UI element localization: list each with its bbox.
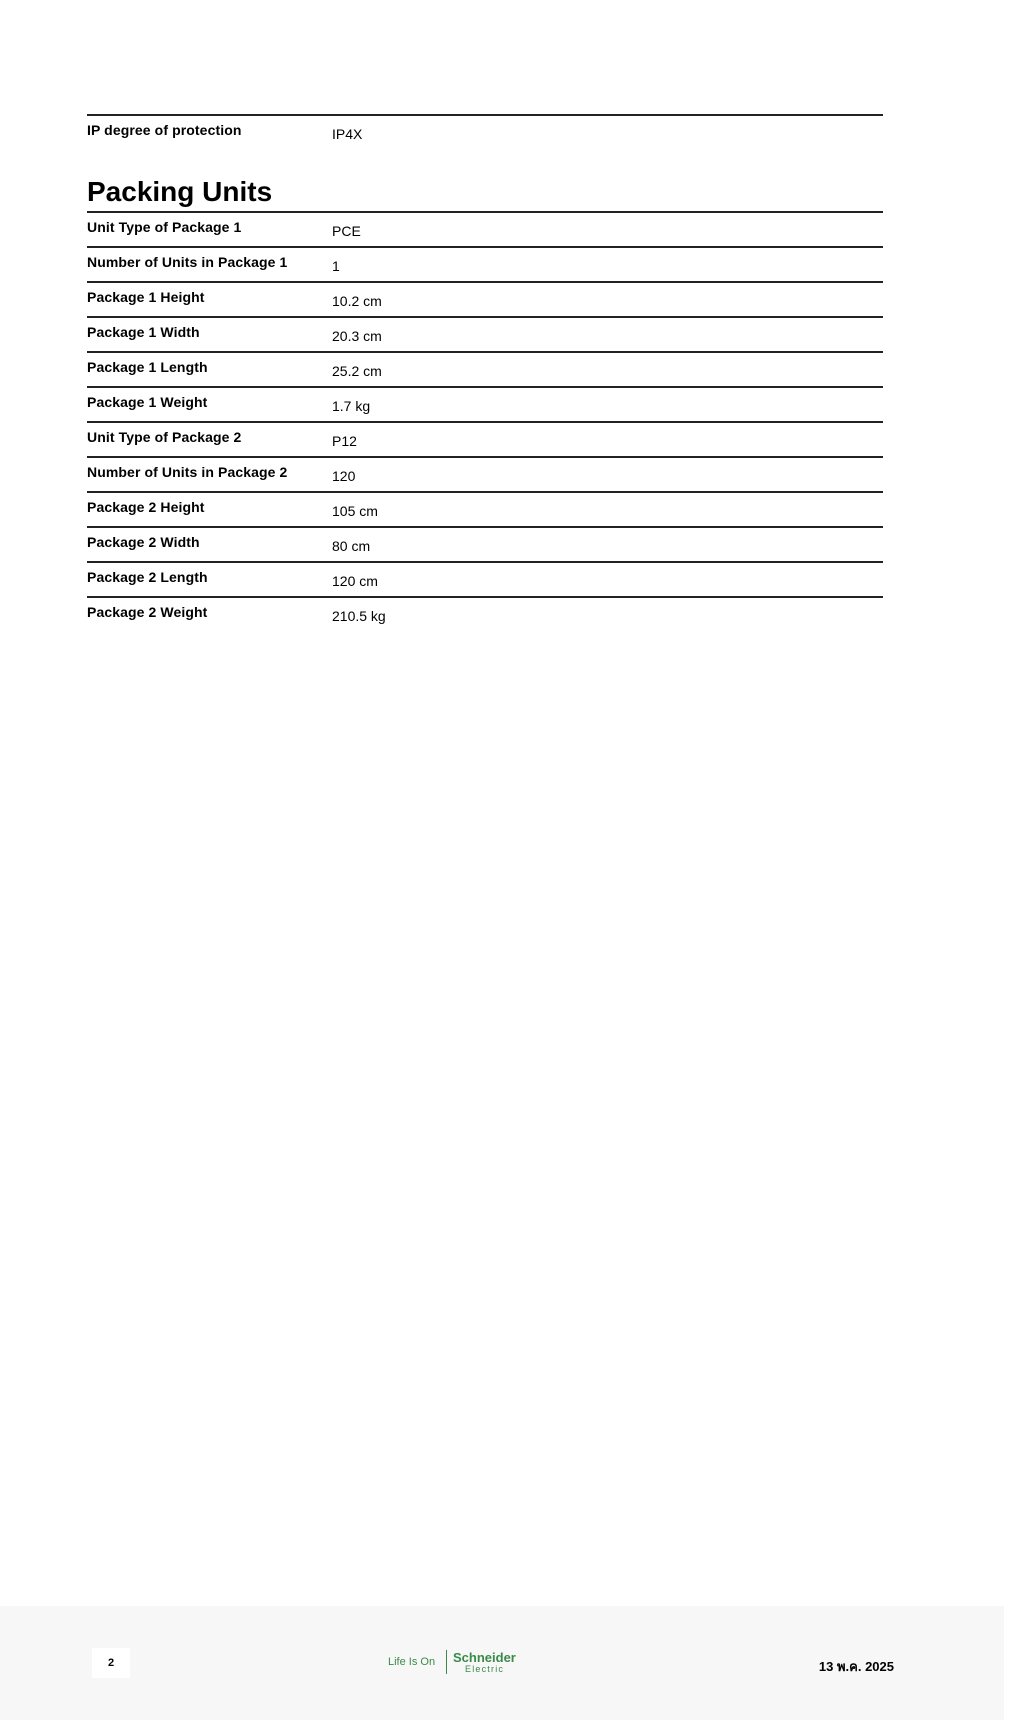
spec-value: 210.5 kg (332, 608, 386, 624)
spec-label: Package 1 Width (87, 324, 200, 340)
spec-value: P12 (332, 433, 357, 449)
section-title: Packing Units (87, 176, 273, 207)
spec-value: 20.3 cm (332, 328, 382, 344)
spec-row (87, 211, 883, 246)
spec-label: IP degree of protection (87, 122, 242, 138)
spec-label: Package 1 Weight (87, 394, 208, 410)
footer-date: 13 พ.ค. 2025 (818, 1659, 894, 1674)
logo-tagline: Life Is On (388, 1656, 436, 1668)
page-edge (1004, 0, 1024, 1720)
spec-row (87, 456, 883, 491)
page-footer (0, 1606, 1004, 1720)
spec-label: Number of Units in Package 2 (87, 464, 288, 480)
spec-content (87, 114, 883, 631)
spec-value: PCE (332, 223, 361, 239)
spec-value: 10.2 cm (332, 293, 382, 309)
spec-value: 25.2 cm (332, 363, 382, 379)
spec-value: 1.7 kg (332, 398, 371, 414)
spec-label: Package 2 Weight (87, 604, 208, 620)
spec-value: 105 cm (332, 503, 378, 519)
spec-row (87, 281, 883, 316)
spec-row (87, 246, 883, 281)
page-number: 2 (92, 1648, 130, 1678)
spec-label: Package 2 Length (87, 569, 208, 585)
spec-row (87, 351, 883, 386)
spec-label: Unit Type of Package 2 (87, 429, 242, 445)
spec-label: Package 2 Height (87, 499, 205, 515)
spec-value: 120 cm (332, 573, 378, 589)
spec-value: 120 (332, 468, 356, 484)
logo-sub: Electric (465, 1664, 505, 1674)
spec-value: 1 (332, 258, 340, 274)
spec-row (87, 386, 883, 421)
spec-row (87, 491, 883, 526)
spec-row-ip-protection (87, 114, 883, 150)
spec-row (87, 596, 883, 631)
spec-label: Package 1 Length (87, 359, 208, 375)
logo-divider (446, 1650, 447, 1674)
spec-label: Unit Type of Package 1 (87, 219, 242, 235)
spec-row (87, 421, 883, 456)
spec-row (87, 316, 883, 351)
spec-value: IP4X (332, 126, 363, 142)
spec-label: Package 2 Width (87, 534, 200, 550)
logo-brand: Schneider (453, 1650, 516, 1665)
spec-label: Package 1 Height (87, 289, 205, 305)
spec-value: 80 cm (332, 538, 371, 554)
spec-row (87, 561, 883, 596)
spec-label: Number of Units in Package 1 (87, 254, 288, 270)
spec-row (87, 526, 883, 561)
